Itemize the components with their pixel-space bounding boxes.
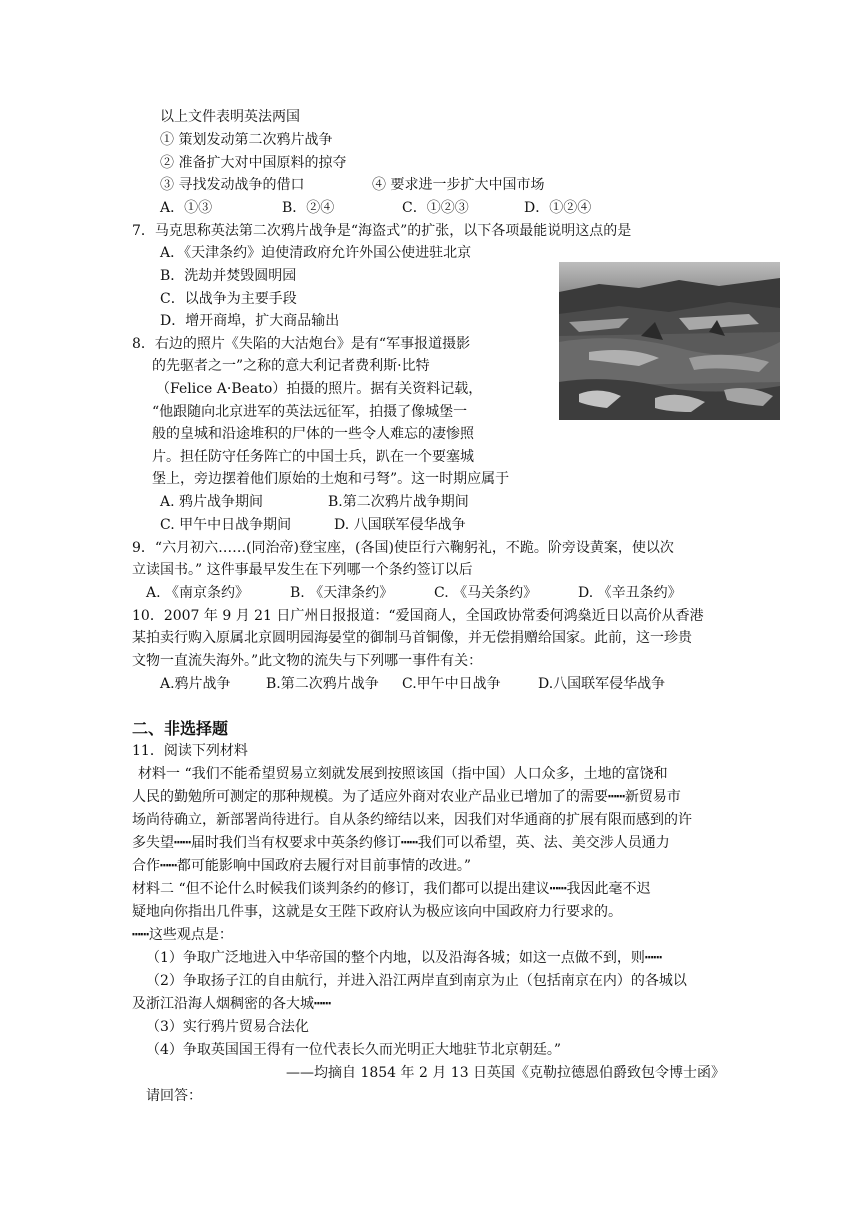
q6-option-d: D．①②④ bbox=[524, 200, 592, 216]
section-heading-nonchoice: 二、非选择题 bbox=[132, 719, 229, 738]
q10-line-2: 某拍卖行购入原属北京圆明园海晏堂的御制马首铜像，并无偿捐赠给国家。此前，这一珍贵 bbox=[132, 630, 692, 646]
q11-material1-line-5: 合作┅┅都可能影响中国政府去履行对目前事情的改进。” bbox=[132, 858, 472, 874]
q11-material1-line-1: 材料一 “我们不能希望贸易立刻就发展到按照该国（指中国）人口众多，土地的富饶和 bbox=[138, 766, 668, 782]
q8-option-a: A. 鸦片战争期间 bbox=[160, 494, 264, 510]
q7-stem: 7．马克思称英法第二次鸦片战争是“海盗式”的扩张，以下各项最能说明这点的是 bbox=[132, 223, 632, 239]
q8-option-d: D. 八国联军侵华战争 bbox=[334, 517, 466, 533]
q9-line-2: 立读国书。” 这件事最早发生在下列哪一个条约签订以后 bbox=[132, 562, 473, 578]
q8-line-6: 片。担任防守任务阵亡的中国士兵，趴在一个要塞城 bbox=[152, 449, 474, 465]
q7-option-a: A．《天津条约》迫使清政府允许外国公使进驻北京 bbox=[160, 245, 472, 261]
q8-option-c: C. 甲午中日战争期间 bbox=[160, 517, 292, 533]
q11-material1-line-3: 场尚待确立，新部署尚待进行。自从条约缔结以来，因我们对华通商的扩展有限而感到的许 bbox=[132, 812, 692, 828]
dagu-fort-photo-image bbox=[559, 262, 780, 420]
q6-statement-3: ③ 寻找发动战争的借口 bbox=[160, 177, 305, 193]
q10-option-d: D.八国联军侵华战争 bbox=[538, 676, 666, 692]
q11-point-2-line-2: 及浙江沿海人烟稠密的各大城┅┅ bbox=[132, 996, 331, 1012]
q8-line-5: 般的皇城和沿途堆积的尸体的一些令人难忘的凄惨照 bbox=[152, 426, 474, 442]
q9-option-c: C. 《马关条约》 bbox=[434, 585, 538, 601]
q8-line-3: （Felice A·Beato）拍摄的照片。据有关资料记载， bbox=[156, 381, 483, 397]
q11-point-3: （3）实行鸦片贸易合法化 bbox=[146, 1019, 309, 1035]
q6-statement-2: ② 准备扩大对中国原料的掠夺 bbox=[160, 155, 347, 171]
q11-point-4: （4）争取英国国王得有一位代表长久而光明正大地驻节北京朝廷。” bbox=[146, 1042, 562, 1058]
q6-option-c: C．①②③ bbox=[402, 200, 469, 216]
q11-material1-line-4: 多失望┅┅届时我们当有权要求中英条约修订┅┅我们可以希望，英、法、美交涉人员通力 bbox=[132, 835, 670, 851]
q11-material2-line-3: ┅┅这些观点是： bbox=[132, 927, 233, 943]
q9-option-d: D. 《辛丑条约》 bbox=[578, 585, 682, 601]
q11-point-1: （1）争取广泛地进入中华帝国的整个内地，以及沿海各城；如这一点做不到，则┅┅ bbox=[146, 950, 662, 966]
q7-option-c: C．以战争为主要手段 bbox=[160, 291, 297, 307]
q10-option-a: A.鸦片战争 bbox=[160, 676, 231, 692]
q11-prompt: 请回答： bbox=[146, 1088, 202, 1104]
q6-statement-1: ① 策划发动第二次鸦片战争 bbox=[160, 132, 333, 148]
q6-statement-4: ④ 要求进一步扩大中国市场 bbox=[372, 177, 545, 193]
q10-line-3: 文物一直流失海外。”此文物的流失与下列哪一事件有关： bbox=[132, 653, 483, 669]
q8-line-7: 堡上，旁边摆着他们原始的土炮和弓弩”。这一时期应属于 bbox=[152, 471, 510, 487]
dagu-fort-photo bbox=[559, 262, 780, 420]
q6-stem: 以上文件表明英法两国 bbox=[160, 109, 300, 125]
q8-line-1: 8．右边的照片《失陷的大沽炮台》是有“军事报道摄影 bbox=[132, 336, 471, 352]
q8-line-4: “他跟随向北京进军的英法远征军，拍摄了像城堡一 bbox=[152, 404, 468, 420]
q6-option-b: B．②④ bbox=[282, 200, 335, 216]
q7-option-b: B．洗劫并焚毁圆明园 bbox=[160, 268, 297, 284]
q8-option-b: B.第二次鸦片战争期间 bbox=[328, 494, 469, 510]
q10-line-1: 10．2007 年 9 月 21 日广州日报报道：“爱国商人，全国政协常委何鸿燊近日以高价从香港 bbox=[132, 608, 704, 624]
q10-option-b: B.第二次鸦片战争 bbox=[266, 676, 379, 692]
q8-line-2: 的先驱者之一”之称的意大利记者费利斯·比特 bbox=[152, 358, 430, 374]
q6-option-a: A．①③ bbox=[160, 200, 213, 216]
q11-material1-line-2: 人民的勤勉所可测定的那种规模。为了适应外商对农业产品业已增加了的需要┅┅新贸易市 bbox=[132, 789, 681, 805]
q9-line-1: 9．“六月初六……(同治帝)登宝座，(各国)使臣行六鞠躬礼，不跪。阶旁设黄案，使以次 bbox=[132, 540, 674, 556]
q11-material2-line-2: 疑地向你指出几件事，这就是女王陛下政府认为极应该向中国政府力行要求的。 bbox=[132, 904, 622, 920]
q9-option-a: A. 《南京条约》 bbox=[146, 585, 250, 601]
q9-option-b: B. 《天津条约》 bbox=[290, 585, 394, 601]
q11-intro: 11．阅读下列材料 bbox=[132, 743, 248, 759]
q11-material2-line-1: 材料二 “但不论什么时候我们谈判条约的修订，我们都可以提出建议┅┅我因此毫不迟 bbox=[132, 881, 651, 897]
q10-option-c: C.甲午中日战争 bbox=[402, 676, 501, 692]
q7-option-d: D．增开商埠，扩大商品输出 bbox=[160, 313, 340, 329]
q11-source: ——均摘自 1854 年 2 月 13 日英国《克勒拉德恩伯爵致包令博士函》 bbox=[286, 1065, 726, 1081]
q11-point-2-line-1: （2）争取扬子江的自由航行，并进入沿江两岸直到南京为止（包括南京在内）的各城以 bbox=[146, 973, 687, 989]
